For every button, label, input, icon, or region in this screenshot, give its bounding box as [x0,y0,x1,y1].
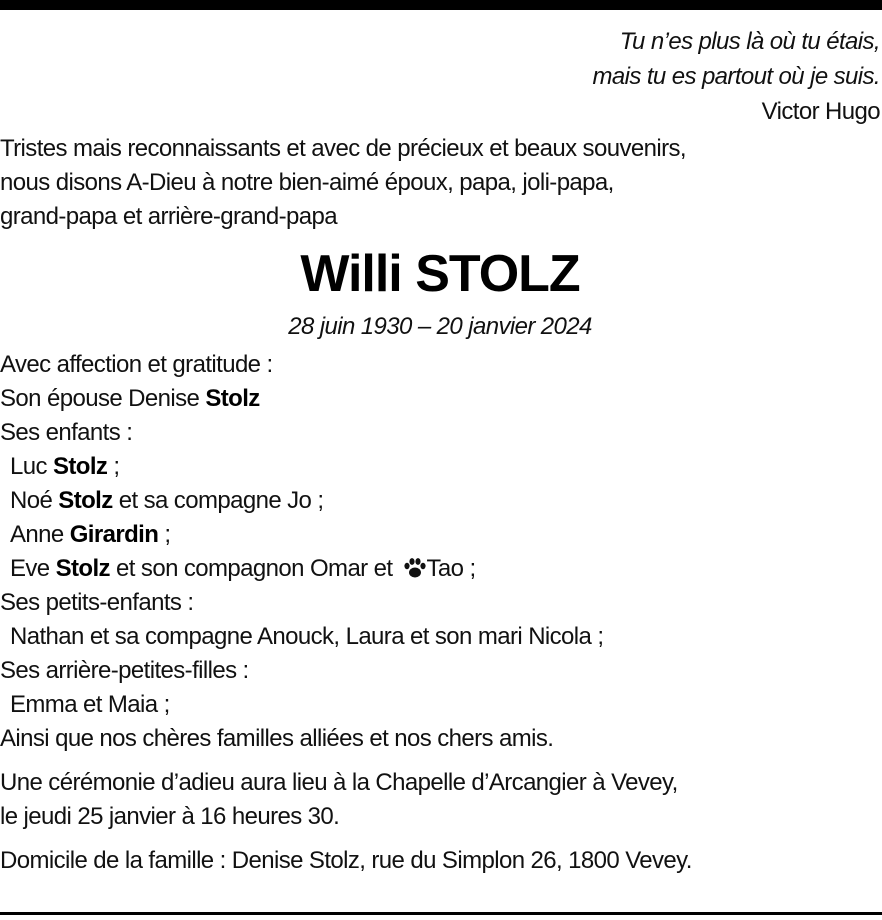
great-grandchildren-heading: Ses arrière-petites-filles : [0,657,249,684]
spouse-surname: Stolz [205,385,260,412]
top-border-rule [0,0,882,10]
family-heading: Avec affection et gratitude : [0,351,273,378]
quote-author: Victor Hugo [761,98,880,125]
ceremony-line-1: Une cérémonie d’adieu aura lieu à la Chapelle d’Arcangier à Vevey, [0,769,678,796]
intro-line-3: grand-papa et arrière-grand-papa [0,203,338,230]
children-heading: Ses enfants : [0,419,133,446]
intro-line-2: nous disons A-Dieu à notre bien-aimé époux, papa, joli-papa, [0,169,614,196]
obituary-notice [0,24,880,878]
child-entry-1 [0,450,880,484]
grandchildren-heading: Ses petits-enfants : [0,589,194,616]
child-surname: Stolz [55,555,110,582]
child-partner-text: et son compagnon Omar et [109,555,399,582]
ceremony-line-2: le jeudi 25 janvier à 16 heures 30. [0,803,340,830]
spouse-name: Son épouse Denise [0,385,206,412]
child-first-name: Eve [10,555,56,582]
quote-line-2: mais tu es partout où je suis. [592,63,880,90]
child-entry-4 [0,552,880,586]
child-surname: Stolz [52,453,108,480]
intro-line-1: Tristes mais reconnaissants et avec de précieux et beaux souvenirs, [0,135,686,162]
quote-line-1: Tu n’es plus là où tu étais, [619,28,880,55]
grandchildren-entry: Nathan et sa compagne Anouck, Laura et son mari Nicola ; [10,623,604,650]
bottom-border-rule [0,912,882,915]
spouse-entry [0,382,880,416]
intro-paragraph [0,132,880,234]
paw-print-icon [403,557,427,579]
epigraph-quote [0,24,880,129]
family-closing: Ainsi que nos chères familles alliées et nos chers amis. [0,725,554,752]
child-first-name: Luc [10,453,53,480]
child-first-name: Noé [10,487,59,514]
child-surname: Girardin [69,521,159,548]
child-entry-2 [0,484,880,518]
child-suffix: ; [158,521,171,548]
great-grandchildren-entry: Emma et Maia ; [10,691,170,718]
child-first-name: Anne [10,521,70,548]
child-suffix: ; [107,453,120,480]
family-address: Domicile de la famille : Denise Stolz, rue du Simplon 26, 1800 Vevey. [0,847,692,874]
family-list [0,348,880,756]
pet-name: Tao ; [426,555,476,582]
life-dates: 28 juin 1930 – 20 janvier 2024 [288,313,592,340]
child-surname: Stolz [58,487,113,514]
deceased-name: Willi STOLZ [300,245,580,303]
child-suffix: et sa compagne Jo ; [112,487,324,514]
ceremony-paragraph [0,766,880,834]
child-entry-3 [0,518,880,552]
